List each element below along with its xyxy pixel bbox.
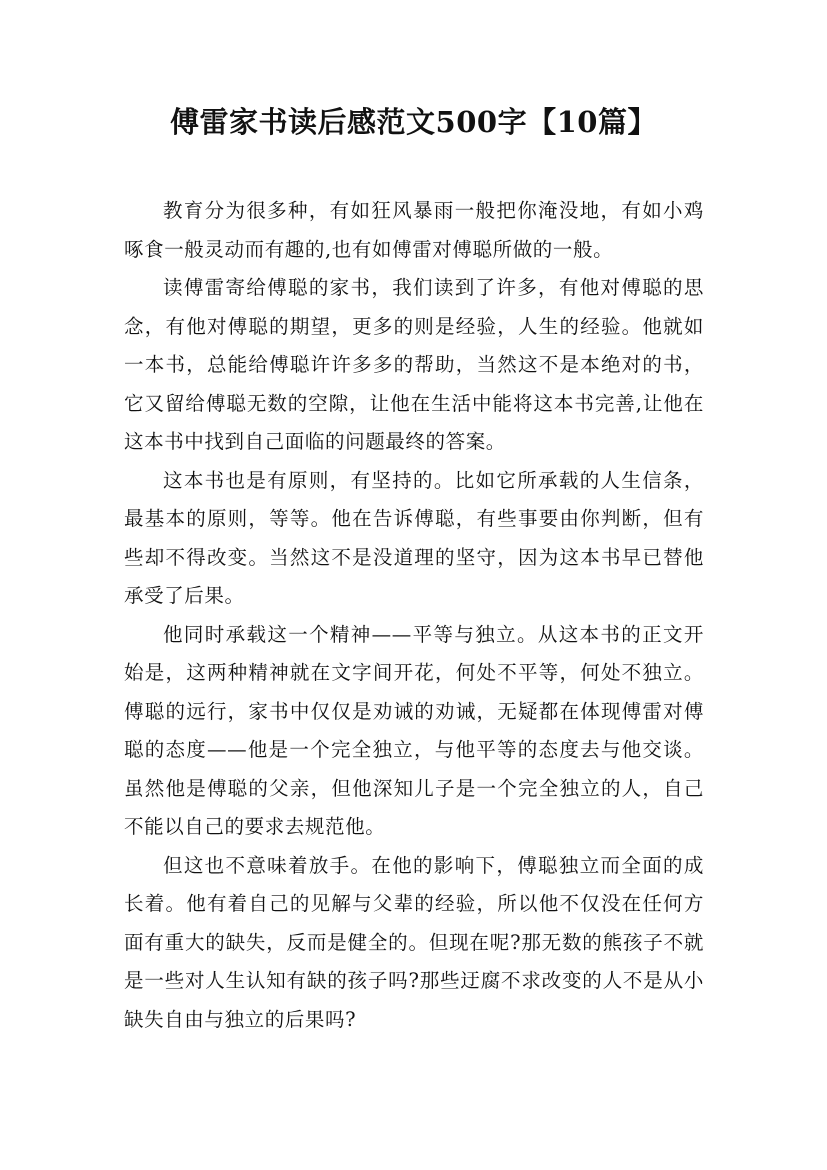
paragraph: 读傅雷寄给傅聪的家书，我们读到了许多，有他对傅聪的思念，有他对傅聪的期望，更多的则是经验，人生的经验。他就如一本书，总能给傅聪许许多多的帮助，当然这不是本绝对的书，它又留给傅聪无数的空隙，让他在生活中能将这本书完善,让他在这本书中找到自己面临的问题最终的答案。: [124, 276, 704, 453]
paragraph: 这本书也是有原则，有坚持的。比如它所承载的人生信条，最基本的原则，等等。他在告诉傅聪，有些事要由你判断，但有些却不得改变。当然这不是没道理的坚守，因为这本书早已替他承受了后果。: [124, 468, 704, 607]
paragraph: 教育分为很多种，有如狂风暴雨一般把你淹没地，有如小鸡啄食一般灵动而有趣的,也有如傅雷对傅聪所做的一般。: [124, 199, 704, 261]
paragraph: 但这也不意味着放手。在他的影响下，傅聪独立而全面的成长着。他有着自己的见解与父辈的经验，所以他不仅没在任何方面有重大的缺失，反而是健全的。但现在呢?那无数的熊孩子不就是一些对人生认知有缺的孩子吗?那些迂腐不求改变的人不是从小缺失自由与独立的后果吗?: [124, 853, 704, 1031]
document-title: 傅雷家书读后感范文500字【10篇】: [170, 105, 657, 139]
document-body: [124, 192, 704, 1039]
paragraph: 他同时承载这一个精神——平等与独立。从这本书的正文开始是，这两种精神就在文字间开花，何处不平等，何处不独立。傅聪的远行，家书中仅仅是劝诫的劝诫，无疑都在体现傅雷对傅聪的态度——他是一个完全独立，与他平等的态度去与他交谈。虽然他是傅聪的父亲，但他深知儿子是一个完全独立的人，自己不能以自己的要求去规范他。: [124, 622, 704, 838]
